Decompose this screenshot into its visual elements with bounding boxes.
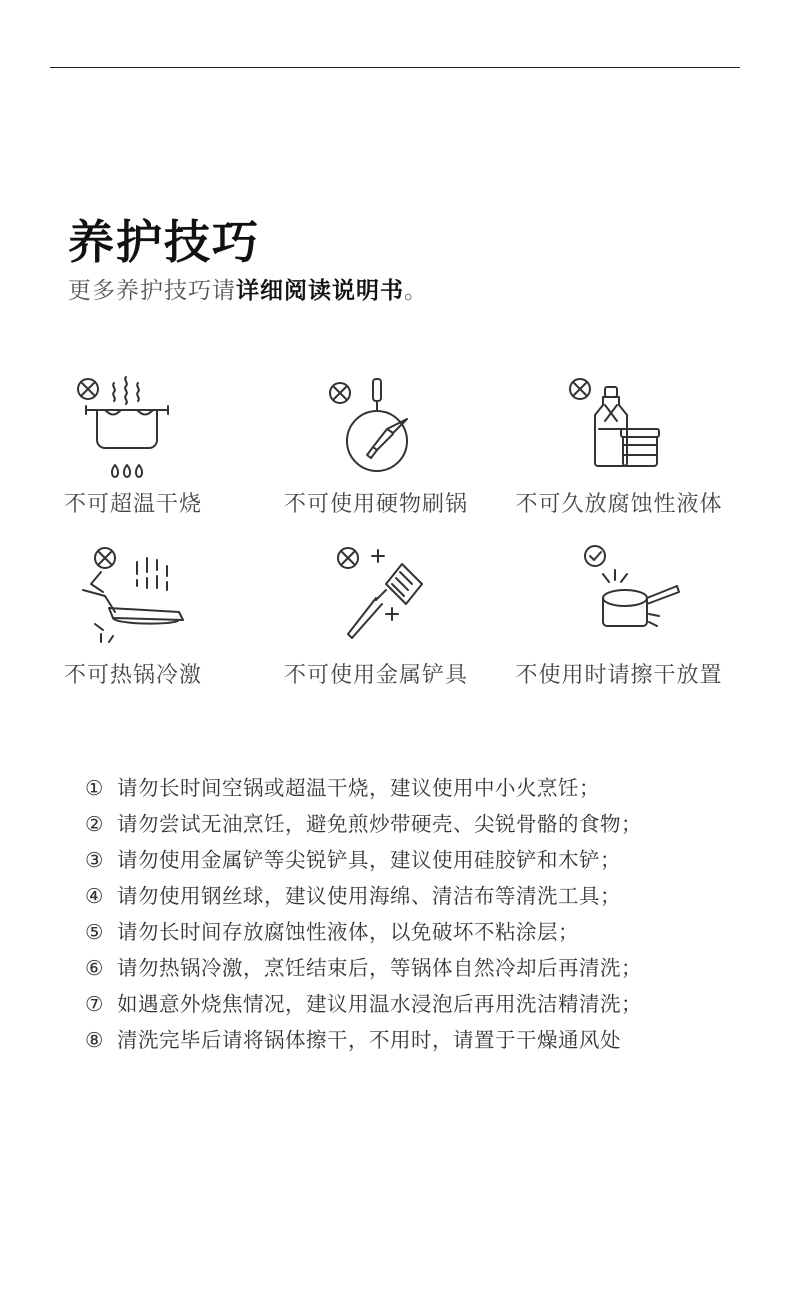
tip-item	[85, 770, 642, 806]
page-subtitle	[68, 272, 428, 305]
tip-item	[85, 878, 642, 914]
care-tips-list	[85, 770, 642, 1058]
subtitle-emphasis: 详细阅读说明书	[236, 278, 404, 304]
tip-item	[85, 950, 642, 986]
tip-item	[85, 1022, 642, 1058]
care-item	[13, 544, 253, 688]
tip-text: 请勿长时间空锅或超温干烧，建议使用中小火烹饪；	[117, 776, 600, 800]
care-item-label: 不可久放腐蚀性液体	[515, 492, 723, 517]
tip-item	[85, 842, 642, 878]
tip-number: ⑥	[85, 956, 104, 980]
tip-text: 请勿长时间存放腐蚀性液体，以免破坏不粘涂层；	[117, 920, 579, 944]
care-item	[256, 373, 496, 517]
care-item-label: 不可使用硬物刷锅	[283, 492, 468, 517]
care-item-label: 不可超温干烧	[63, 492, 202, 517]
care-item-label: 不使用时请擦干放置	[515, 663, 723, 688]
tip-text: 请勿热锅冷激，烹饪结束后，等锅体自然冷却后再清洗；	[117, 956, 642, 980]
page-title: 养护技巧	[68, 215, 260, 269]
care-item	[499, 373, 739, 517]
dry-saucepan-icon	[499, 544, 739, 654]
pan-knife-icon	[256, 373, 496, 483]
tip-number: ⑧	[85, 1028, 104, 1052]
pot-steam-flame-icon	[13, 373, 253, 483]
tip-number: ②	[85, 812, 104, 836]
tip-number: ①	[85, 776, 104, 800]
tip-number: ⑦	[85, 992, 104, 1016]
top-divider	[50, 67, 740, 68]
tip-item	[85, 806, 642, 842]
care-item	[256, 544, 496, 688]
tip-text: 请勿使用钢丝球，建议使用海绵、清洁布等清洗工具；	[117, 884, 621, 908]
care-item-label: 不可使用金属铲具	[283, 663, 468, 688]
care-item	[499, 544, 739, 688]
tip-number: ③	[85, 848, 104, 872]
bottle-jar-icon	[499, 373, 739, 483]
tip-text: 请勿使用金属铲等尖锐铲具，建议使用硅胶铲和木铲；	[117, 848, 621, 872]
subtitle-suffix: 。	[404, 278, 428, 304]
pan-water-hand-icon	[13, 544, 253, 654]
tip-text: 请勿尝试无油烹饪，避免煎炒带硬壳、尖锐骨骼的食物；	[117, 812, 642, 836]
tip-text: 如遇意外烧焦情况，建议用温水浸泡后再用洗洁精清洗；	[117, 992, 642, 1016]
tip-item	[85, 986, 642, 1022]
care-item	[13, 373, 253, 517]
subtitle-prefix: 更多养护技巧请	[68, 278, 236, 304]
metal-spatula-icon	[256, 544, 496, 654]
care-item-label: 不可热锅冷激	[63, 663, 202, 688]
tip-number: ④	[85, 884, 104, 908]
tip-text: 清洗完毕后请将锅体擦干，不用时，请置于干燥通风处	[117, 1028, 621, 1052]
tip-item	[85, 914, 642, 950]
tip-number: ⑤	[85, 920, 104, 944]
